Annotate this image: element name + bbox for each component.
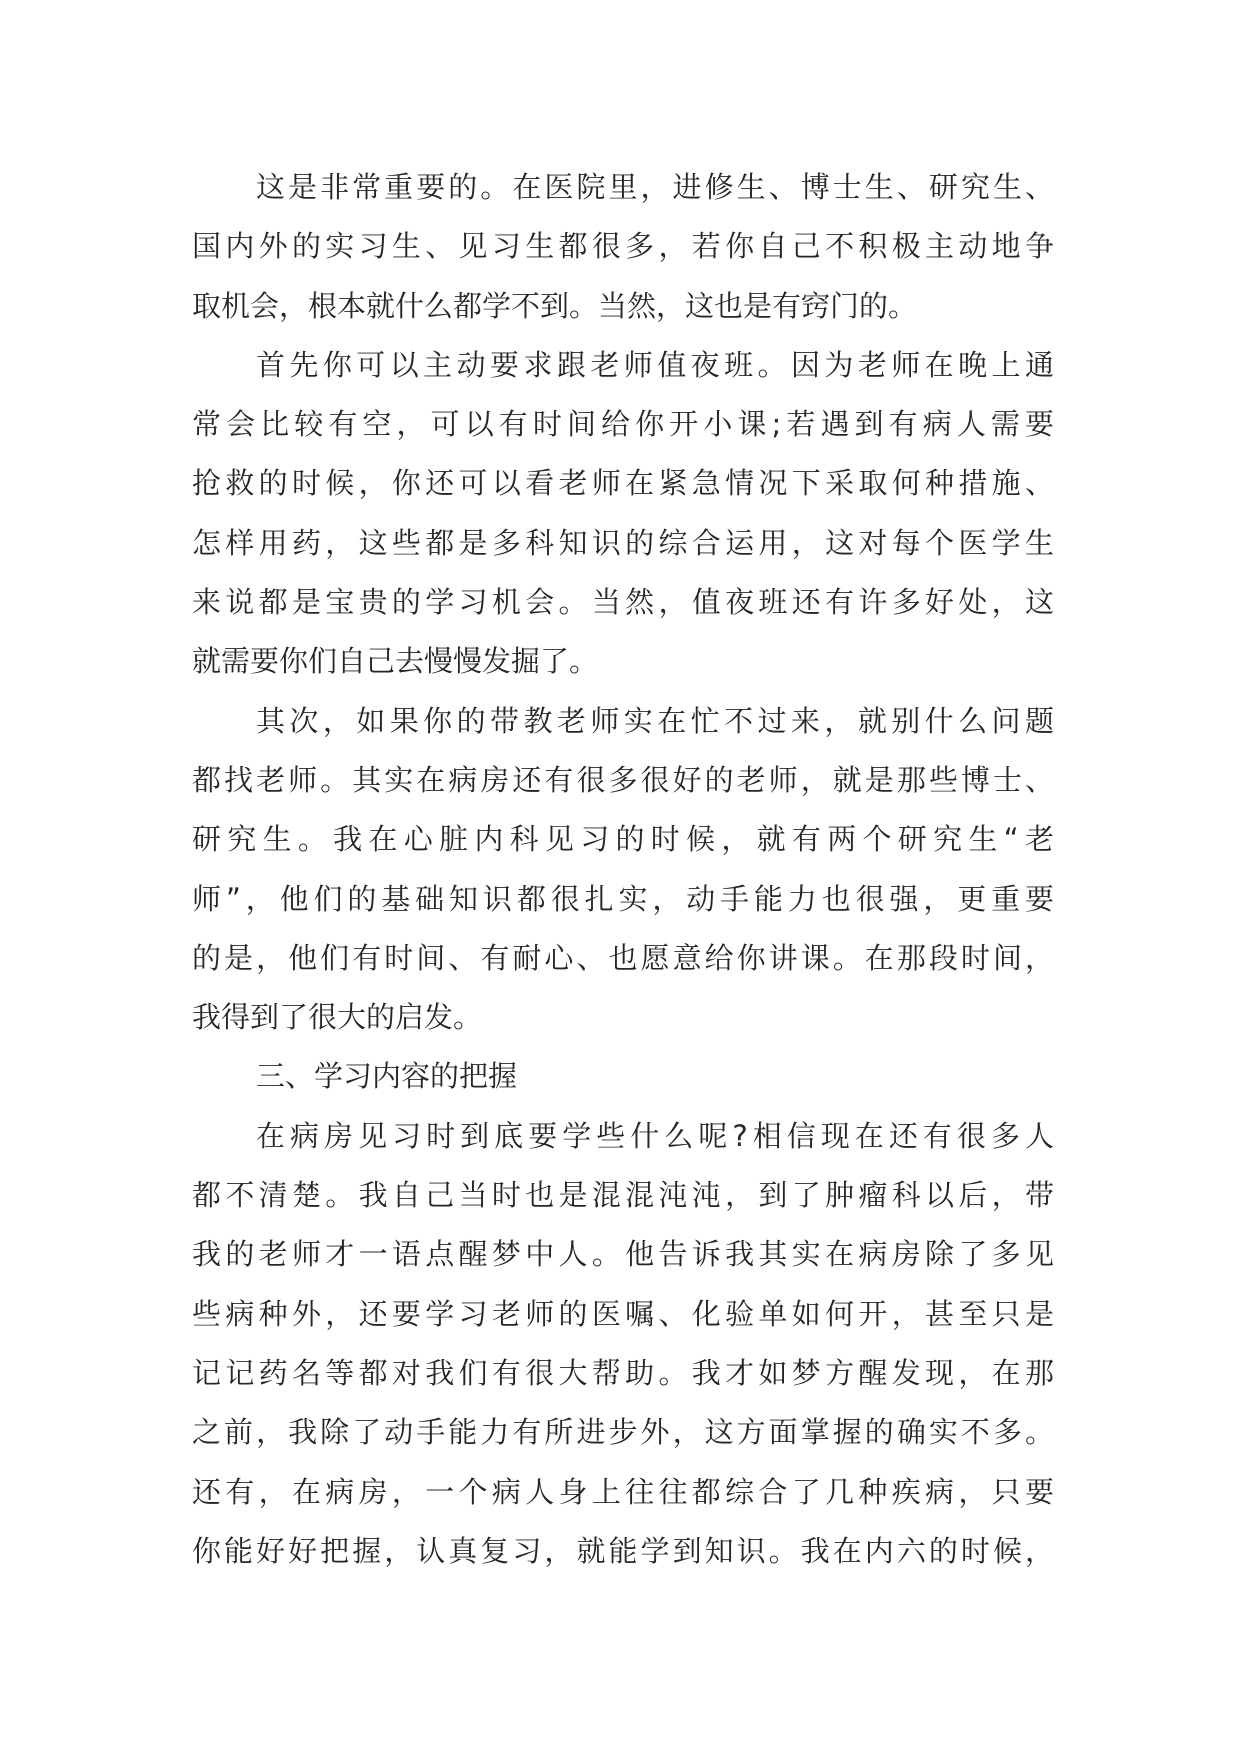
text-line: 这是非常重要的。在医院里，进修生、博士生、研究生、 <box>256 170 1054 204</box>
text-line: 怎样用药，这些都是多科知识的综合运用，这对每个医学生 <box>192 525 1054 560</box>
text-line: 的是，他们有时间、有耐心、也愿意给你讲课。在那段时间， <box>192 940 1054 975</box>
text-line: 你能好好把握，认真复习，就能学到知识。我在内六的时候， <box>192 1533 1054 1568</box>
text-line: 就需要你们自己去慢慢发掘了。 <box>192 644 599 679</box>
document-body <box>192 158 1054 1581</box>
text-line: 还有，在病房，一个病人身上往往都综合了几种疾病，只要 <box>192 1474 1054 1509</box>
text-line: 都不清楚。我自己当时也是混混沌沌，到了肿瘤科以后，带 <box>192 1178 1054 1213</box>
text-line: 我的老师才一语点醒梦中人。他告诉我其实在病房除了多见 <box>192 1237 1054 1272</box>
text-line: 三、学习内容的把握 <box>256 1059 518 1094</box>
text-line: 取机会，根本就什么都学不到。当然，这也是有窍门的。 <box>192 288 918 323</box>
text-line: 都找老师。其实在病房还有很多很好的老师，就是那些博士、 <box>192 762 1054 797</box>
text-line: 抢救的时候，你还可以看老师在紧急情况下采取何种措施、 <box>192 466 1054 501</box>
text-line: 国内外的实习生、见习生都很多，若你自己不积极主动地争 <box>192 229 1054 264</box>
text-line: 记记药名等都对我们有很大帮助。我才如梦方醒发现，在那 <box>192 1355 1054 1390</box>
text-line: 些病种外，还要学习老师的医嘱、化验单如何开，甚至只是 <box>192 1296 1054 1331</box>
text-line: 在病房见习时到底要学些什么呢?相信现在还有很多人 <box>256 1118 1054 1153</box>
text-line: 师”，他们的基础知识都很扎实，动手能力也很强，更重要 <box>192 881 1054 916</box>
text-line: 我得到了很大的启发。 <box>192 1000 483 1035</box>
text-line: 首先你可以主动要求跟老师值夜班。因为老师在晚上通 <box>256 347 1054 382</box>
text-line: 来说都是宝贵的学习机会。当然，值夜班还有许多好处，这 <box>192 585 1054 620</box>
text-line: 之前，我除了动手能力有所进步外，这方面掌握的确实不多。 <box>192 1415 1054 1450</box>
text-line: 研究生。我在心脏内科见习的时候，就有两个研究生“老 <box>192 822 1054 857</box>
text-line: 其次，如果你的带教老师实在忙不过来，就别什么问题 <box>256 703 1054 738</box>
text-line: 常会比较有空，可以有时间给你开小课;若遇到有病人需要 <box>192 407 1054 442</box>
